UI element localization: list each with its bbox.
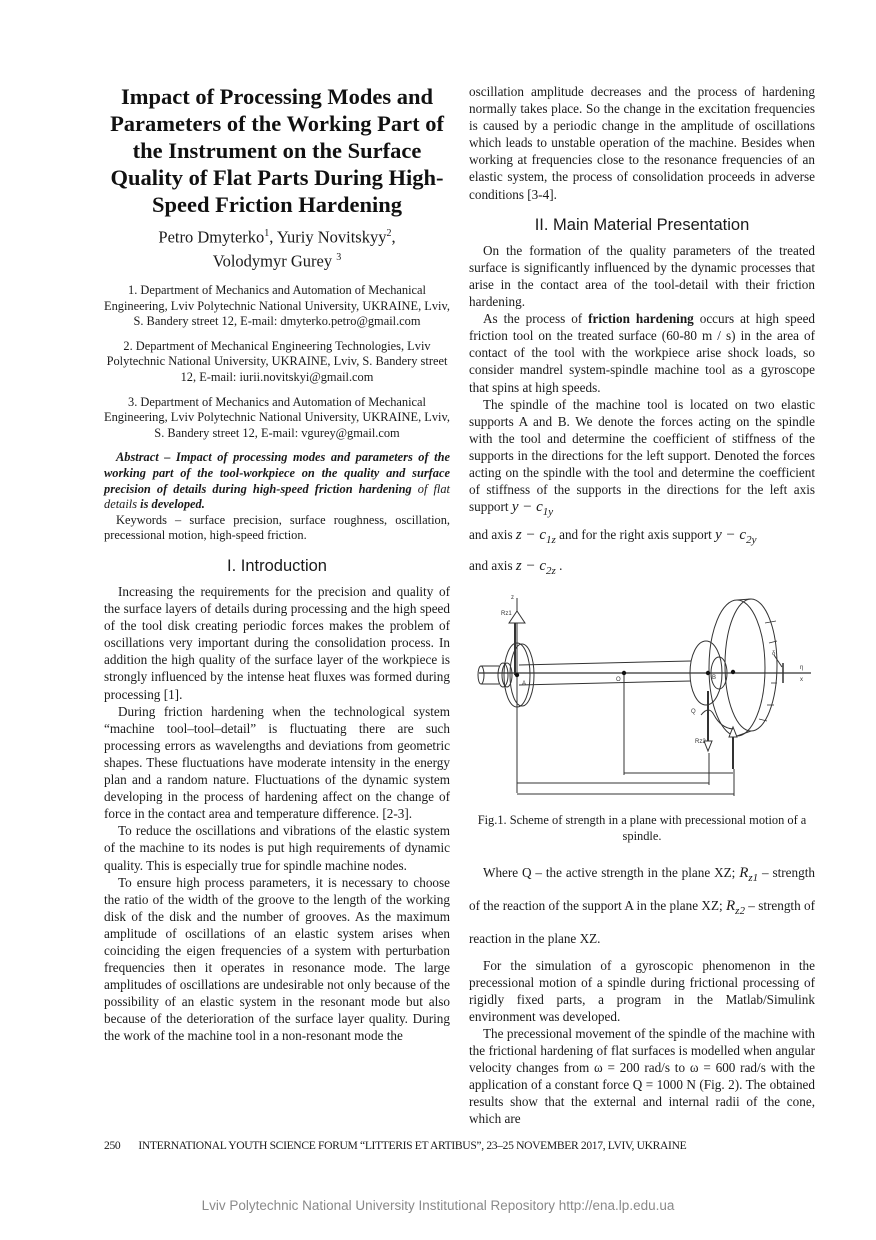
abstract-term: hardening [358,481,412,496]
paragraph: On the formation of the quality parameters of the treated surface is significantly influenced by the dynamic processes that arise in the contact area of the tool-detail with their friction hardening. [469,242,815,310]
author-sup: 2 [386,228,392,239]
figure-label-b: B [712,675,717,682]
figure-label-rz1: Rz1 [501,611,512,618]
affiliation-3: 3. Department of Mechanics and Automation of Mechanical Engineering, Lviv Polytechnic National University, UKRAINE, Lviv, S. Bandery street 12, E-mail: vgurey@gmail.com [104,394,450,440]
affiliation-2: 2. Department of Mechanical Engineering Technologies, Lviv Polytechnic National University, UKRAINE, Lviv, S. Bandery street 12, E-mail: iurii.novitskyi@gmail.com [106,338,448,384]
math-expression: $y - c_{2y}$ [715,527,757,547]
figure-label-x: x [800,677,803,684]
math-expression: $R_{z2}$ [726,897,745,917]
author-list: Petro Dmyterko$^1$, Yuriy Novitskyy$^2$, Volodymyr Gurey $^3$ [158,227,396,270]
figure-label-q: Q [691,709,696,716]
math-expression: $z - c_{1z}$ [515,527,556,547]
right-column [469,83,815,1127]
math-expression: $z - c_{2z}$ [515,558,556,578]
spindle-scheme-figure [469,593,815,799]
abstract-term: tool-workpiece [219,465,295,480]
paragraph: During friction hardening when the technological system “machine tool–tool–detail” is fluctuating there are such processing errors as wavelengths and deviations from geometric shapes. These fluctuations have moderate intensity in the energy plan and a random nature. Fluctuations of the dynamic system developing in the process of hardening affect on the change of force in the contact area and temperature difference. [2-3]. [104,703,450,822]
affiliation-1: 1. Department of Mechanics and Automation of Mechanical Engineering, Lviv Polytechnic National University, UKRAINE, Lviv, S. Bandery street 12, E-mail: dmyterko.petro@gmail.com [104,283,450,329]
paragraph-stiffness: The spindle of the machine tool is located on two elastic supports A and B. We denote the forces acting on the spindle with the tool and determine the coefficient of stiffness of the supports in the directions for the left support. Denoted the forces acting on the spindle with the tool and determine the coefficient of stiffness of the supports in the directions for the left axis support $y - c_{1y}$ [469,396,815,519]
author-name: Petro Dmyterko [158,227,265,247]
repository-watermark: Lviv Polytechnic National University Institutional Repository http://ena.lp.edu.ua [201,1198,675,1213]
author-name: Volodymyr Gurey [212,251,333,270]
left-column [104,83,450,1045]
figure-label-delta: δ [772,651,776,658]
bold-term: friction hardening [588,311,694,327]
figure-label-a: A [522,681,527,688]
figure-caption: Fig.1. Scheme of strength in a plane with precessional motion of a spindle. [477,813,807,843]
figure-label-eta: η [800,665,804,672]
abstract: Abstract – Impact of processing modes and parameters of the working part of the tool-workpiece on the quality and surface precision of details during high-speed friction hardening of flat details is developed. [104,450,450,512]
math-expression: $R_{z1}$ [739,864,759,884]
figure-label-z: z [511,595,514,602]
author-sup: 1 [264,228,270,239]
figure-label-o: O [616,677,621,684]
paragraph-where: Where Q – the active strength in the plane XZ; $R_{z1}$ – strength of the reaction of the support A in the plane XZ; $R_{z2}$ – strength of reaction in the plane XZ. [469,864,815,946]
author-sup: 3 [336,251,342,263]
paragraph: To ensure high process parameters, it is necessary to choose the ratio of the width of the groove to the length of the working disk of the disk and the number of grooves. As the maximum amplitude of oscillations of an elastic system arises when coinciding the eigen frequencies of a system with perturbation frequencies then it operates in resonance mode. The large amplitudes of oscillations are undesirable not only because of the possibility of an elastic system in the resonant mode but also because of the deterioration of the surface layer quality. During the work of the machine tool in a non-resonant mode the [104,874,450,1044]
page-number: 250 [104,1139,121,1152]
paragraph-continuation: oscillation amplitude decreases and the process of hardening normally takes place. So the change in the excitation frequencies is caused by a periodic change in the amplitude of oscillations which leads to unstable operation of the machine. Besides when working at frequencies close to the resonance frequencies of an elastic system, the process of consolidation proceeds in adverse conditions [3-4]. [469,84,815,202]
paragraph: As the process of friction hardening occurs at high speed friction tool on the treated surface (60-80 m / s) in the area of contact of the tool with the workpiece arise shock loads, so consider mandrel system-spindle machine tool as a gyroscope that spins at high speeds. [469,311,816,395]
keywords: Keywords – surface precision, surface roughness, oscillation, precessional motion, high-speed friction. [104,512,450,543]
figure-label-rz2: Rz2 [695,739,706,746]
paragraph: For the simulation of a gyroscopic phenomenon in the precessional motion of a spindle during frictional processing of rigidly fixed parts, a program in the Matlab/Simulink environment was developed. [469,957,815,1024]
equation-line: and axis $z - c_{2z}$ . [469,558,563,578]
footer-text: INTERNATIONAL YOUTH SCIENCE FORUM “LITTERIS ET ARTIBUS”, 23–25 NOVEMBER 2017, LVIV, UKRAINE [138,1139,687,1152]
section-heading-introduction: I. Introduction [227,556,327,575]
section-heading-main: II. Main Material Presentation [534,215,750,234]
paragraph: Increasing the requirements for the precision and quality of the surface layers of details during processing and the high speed of the tool disk creating periodic forces makes the problem of oscillations very important during the consolidation process. In addition the high quality of the surface layer of the workpiece is strongly influenced by the intense heat fluxes was formed during processing [1]. [104,584,450,702]
math-expression: $y - c_{1y}$ [511,499,554,519]
page-footer [104,1139,686,1152]
paragraph: The precessional movement of the spindle of the machine with the frictional hardening of flat surfaces is modelled when angular velocity changes from ω = 200 rad/s to ω = 600 rad/s with the application of a constant force Q = 1000 N (Fig. 2). The obtained results show that the external and internal radii of the cone, which are [469,1025,815,1127]
paper-title: Impact of Processing Modes and Parameters of the Working Part of the Instrument on the Surface Quality of Flat Parts During High-Speed Friction Hardening [110,84,444,217]
paragraph: To reduce the oscillations and vibrations of the elastic system of the machine to its nodes is put high requirements of dynamic quality. This is especially true for spindle machine nodes. [104,823,450,873]
equation-line: and axis $z - c_{1z}$ and for the right axis support $y - c_{2y}$ [469,527,757,547]
author-name: Yuriy Novitskyy [276,227,387,247]
